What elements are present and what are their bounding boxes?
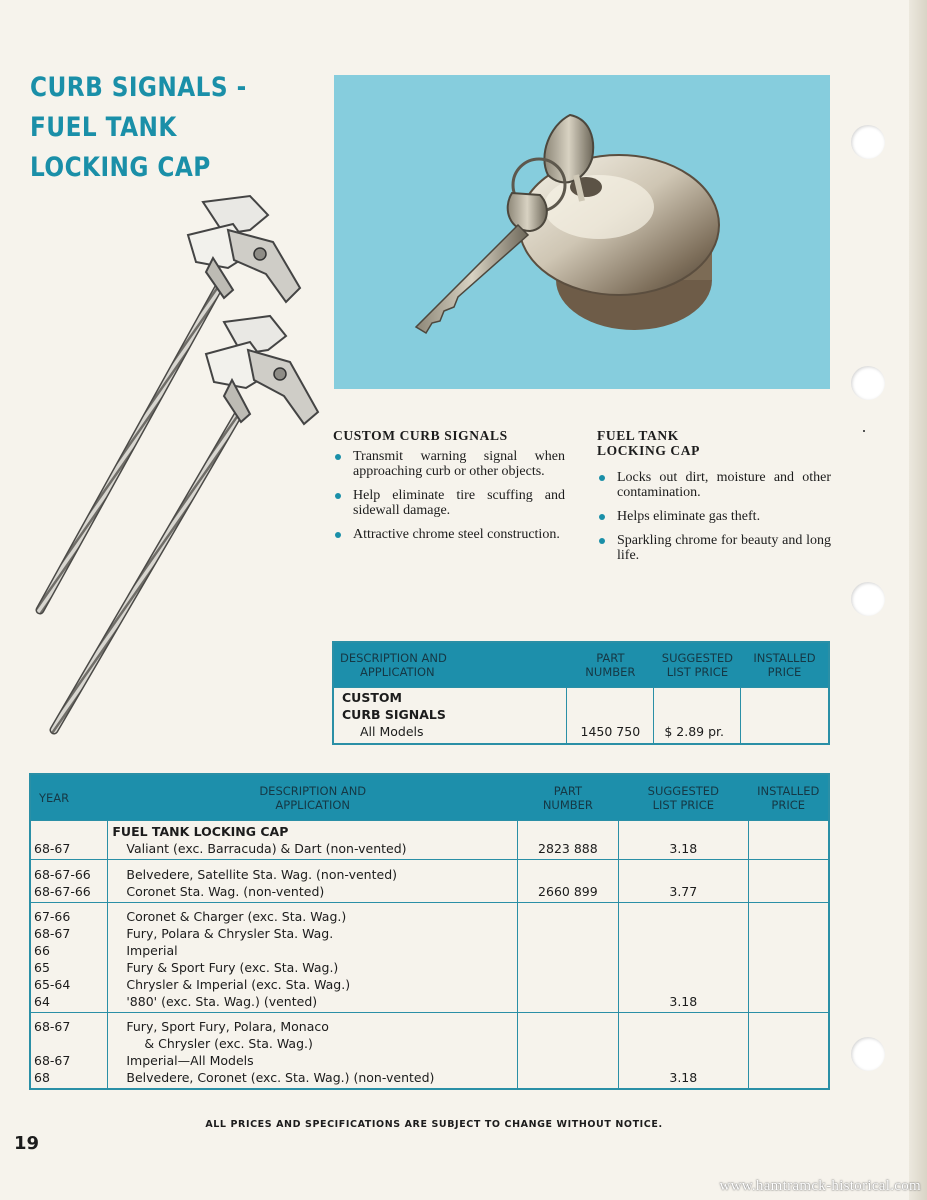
col-header-description: [333, 642, 567, 688]
table-row: [333, 688, 829, 745]
curb-signals-bullet: Help eliminate tire scuffing and sidewall damage.: [333, 488, 565, 518]
part-number-cell: [518, 903, 619, 1013]
table-row: [30, 903, 829, 1013]
description-cell: [108, 903, 518, 1013]
table-header-row: [333, 642, 829, 688]
header-text: NUMBER: [542, 797, 593, 812]
binder-hole: [851, 1037, 885, 1071]
header-text: PRICE: [767, 665, 802, 679]
binder-hole: [851, 125, 885, 159]
header-text: PART: [596, 651, 625, 665]
application-text: Fury & Sport Fury (exc. Sta. Wag.): [126, 960, 339, 975]
installed-price-cell: [748, 860, 829, 903]
curb-signals-bullet: Attractive chrome steel construction.: [333, 527, 565, 542]
list-price-cell: 3.18: [618, 1013, 748, 1090]
header-text: PRICE: [771, 797, 806, 812]
header-text: APPLICATION: [275, 797, 351, 812]
year-text: 68-67-66: [34, 867, 91, 882]
year-text: 66: [34, 943, 50, 958]
fuel-cap-features: [597, 428, 831, 572]
year-text: 67-66: [34, 909, 71, 924]
application-text: & Chrysler (exc. Sta. Wag.): [144, 1036, 313, 1051]
header-text: PART: [553, 783, 582, 798]
application-text: Coronet & Charger (exc. Sta. Wag.): [126, 909, 347, 924]
col-header-list-price: [654, 642, 741, 688]
description-cell: [108, 1013, 518, 1090]
page-edge: [909, 0, 927, 1200]
header-text: SUGGESTED: [661, 651, 734, 665]
curb-signals-price-table: [332, 641, 830, 745]
fuel-cap-heading-line-1: FUEL TANK: [597, 428, 679, 443]
header-text: LIST PRICE: [666, 665, 729, 679]
curb-signal-illustration: [28, 190, 328, 740]
installed-price-cell: [748, 903, 829, 1013]
curb-signals-heading: CUSTOM CURB SIGNALS: [333, 428, 508, 443]
fuel-cap-bullet: Sparkling chrome for beauty and long life.: [597, 533, 831, 563]
footer-notice: ALL PRICES AND SPECIFICATIONS ARE SUBJECT TO CHANGE WITHOUT NOTICE.: [205, 1119, 663, 1130]
header-text: SUGGESTED: [647, 783, 719, 798]
fuel-cap-heading: [597, 428, 831, 458]
list-price-cell: 3.77: [618, 860, 748, 903]
fuel-cap-price-table: [29, 773, 830, 1090]
header-text: LIST PRICE: [652, 797, 714, 812]
col-header-installed-price: [748, 774, 829, 821]
fuel-cap-bullet: Helps eliminate gas theft.: [597, 509, 831, 524]
table-row: [30, 1013, 829, 1090]
curb-signals-bullet: Transmit warning signal when approaching curb or other objects.: [333, 449, 565, 479]
application-text: Belvedere, Satellite Sta. Wag. (non-vented): [126, 867, 397, 882]
fuel-cap-photo: [334, 75, 830, 389]
col-header-installed-price: [741, 642, 829, 688]
application-text: Fury, Polara & Chrysler Sta. Wag.: [126, 926, 334, 941]
year-text: 68-67: [34, 1053, 71, 1068]
fuel-cap-with-keys-photo: [334, 75, 830, 389]
page-title: [30, 68, 247, 188]
page-number: 19: [14, 1133, 40, 1154]
row-description: [333, 688, 567, 745]
header-text: DESCRIPTION AND: [259, 783, 367, 798]
application-text: All Models: [360, 724, 424, 739]
description-cell: [108, 821, 518, 860]
binder-hole: [851, 582, 885, 616]
application-text: '880' (exc. Sta. Wag.) (vented): [126, 994, 318, 1009]
installed-price-cell: [741, 688, 829, 745]
year-text: 65: [34, 960, 50, 975]
year-text: 68-67-66: [34, 884, 91, 899]
year-cell: [30, 821, 108, 860]
application-text: Valiant (exc. Barracuda) & Dart (non-vented): [126, 841, 407, 856]
curb-signal-lower: [54, 316, 318, 730]
col-header-part-number: [518, 774, 619, 821]
title-line-1: CURB SIGNALS -: [30, 72, 247, 103]
installed-price-cell: [748, 821, 829, 860]
curb-signal-upper: [40, 196, 300, 610]
list-price-cell: 3.18: [618, 821, 748, 860]
part-number-cell: 1450 750: [567, 688, 654, 745]
year-text: 64: [34, 994, 50, 1009]
part-number-cell: 2823 888: [518, 821, 619, 860]
print-mark: [863, 430, 865, 432]
table-row: [30, 860, 829, 903]
application-text: Chrysler & Imperial (exc. Sta. Wag.): [126, 977, 351, 992]
col-header-part-number: [567, 642, 654, 688]
binder-hole: [851, 366, 885, 400]
year-cell: [30, 903, 108, 1013]
title-line-3: LOCKING CAP: [30, 152, 211, 183]
application-text: Imperial—All Models: [126, 1053, 254, 1068]
year-cell: [30, 860, 108, 903]
col-header-year: YEAR: [30, 774, 108, 821]
application-text: Coronet Sta. Wag. (non-vented): [126, 884, 325, 899]
application-text: Imperial: [126, 943, 178, 958]
year-text: [34, 1035, 103, 1052]
table-row: [30, 821, 829, 860]
application-text: Belvedere, Coronet (exc. Sta. Wag.) (non-vented): [126, 1070, 435, 1085]
year-text: 68-67: [34, 841, 71, 856]
part-number-cell: 2660 899: [518, 860, 619, 903]
year-text: 68-67: [34, 926, 71, 941]
header-text: INSTALLED: [753, 651, 816, 665]
fuel-cap-bullet: Locks out dirt, moisture and other contamination.: [597, 470, 831, 500]
application-text: Fury, Sport Fury, Polara, Monaco: [126, 1019, 329, 1034]
watermark: www.hamtramck-historical.com: [719, 1178, 921, 1194]
curb-signals-features: [333, 428, 565, 551]
year-text: 65-64: [34, 977, 71, 992]
header-text: APPLICATION: [360, 665, 435, 679]
header-text: INSTALLED: [757, 783, 820, 798]
fuel-cap-heading-line-2: LOCKING CAP: [597, 443, 700, 458]
year-cell: [30, 1013, 108, 1090]
product-name: CUSTOM: [342, 690, 402, 705]
description-cell: [108, 860, 518, 903]
part-number-cell: [518, 1013, 619, 1090]
product-name: CURB SIGNALS: [342, 707, 446, 722]
table-header-row: [30, 774, 829, 821]
installed-price-cell: [748, 1013, 829, 1090]
title-line-2: FUEL TANK: [30, 112, 177, 143]
list-price-cell: 3.18: [618, 903, 748, 1013]
year-text: 68: [34, 1070, 50, 1085]
section-title: FUEL TANK LOCKING CAP: [112, 824, 289, 839]
header-text: DESCRIPTION AND: [340, 651, 447, 665]
header-text: NUMBER: [585, 665, 636, 679]
col-header-description: [108, 774, 518, 821]
col-header-list-price: [618, 774, 748, 821]
year-text: 68-67: [34, 1019, 71, 1034]
list-price-cell: $ 2.89 pr.: [654, 688, 741, 745]
